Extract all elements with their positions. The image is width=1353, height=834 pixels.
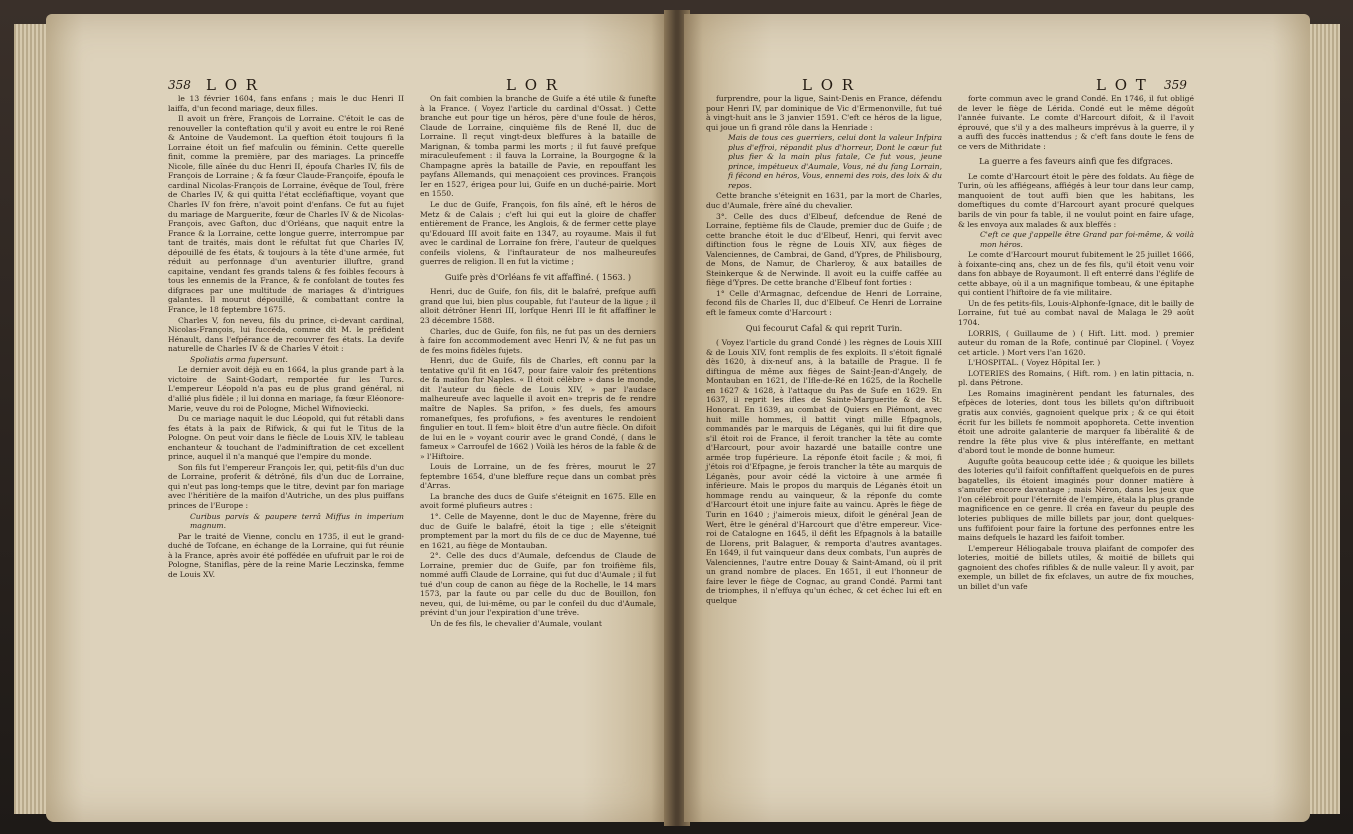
- left-page-edges: [14, 24, 48, 814]
- left-column-1: [168, 94, 404, 580]
- verse-quote: Curibus parvis & paupere terrâ Miffus in imperium magnum.: [190, 511, 404, 531]
- paragraph: Louis de Lorraine, un de fes frères, mourut le 27 feptembre 1654, d'une bleffure reçue dans un combat près d'Arras.: [420, 462, 656, 491]
- paragraph: forte commun avec le grand Condé. En 1746, il fut obligé de lever le fiège de Lérida. Condé eut le même dégoût l'année fuivante. Le comte d'Harcourt difoit, & il l'avoit éprouvé, que s'il y a des malheurs imprévus à la guerre, il y a auffi des fuccès inattendus ; & c'eft fans doute le fens de ce vers de Mithridate :: [958, 94, 1194, 151]
- paragraph: On fait combien la branche de Guife a été utile & funefte à la France. ( Voyez l'article du cardinal d'Ossat. ) Cette branche eut pour tige un héros, père d'une foule de héros, Claude de Lorraine, cinquième fils de René II, duc de Lorraine. Il reçut vingt-deux bleffures à la bataille de Marignan, & tomba parmi les morts ; il fut fauvé prefque miraculeufement : il fauva la Lorraine, la Bourgogne & la Champagne après la bataille de Pavie, en repouffant les payfans Allemands, qui menaçoient ces provinces. François Ier en 1527, érigea pour lui, Guife en un duché-pairie. Mort en 1550.: [420, 94, 656, 199]
- paragraph: Les Romains imaginèrent pendant les faturnales, des efpèces de loteries, dont tous les billets qu'on diftribuoit gratis aux conviés, gagnoient quelque prix ; & ce qui étoit écrit fur les billets fe nommoit apophoreta. Cette invention étoit une adroite galanterie de marquer fa libéralité & de rendre la fête plus vive & plus intéreffante, en mettant d'abord tout le monde de bonne humeur.: [958, 388, 1194, 456]
- paragraph: Charles V, fon neveu, fils du prince, ci-devant cardinal, Nicolas-François, lui fuccéda, comme dit M. le préfident Hénault, dans l'efpérance de recouvrer fes états. La devife naturelle de Charles IV & de Charles V étoit :: [168, 315, 404, 354]
- paragraph: Augufte goûta beaucoup cette idée ; & quoique les billets des loteries qu'il faifoit confiftaffent quelquefois en de pures bagatelles, ils étoient imaginés pour donner matière à s'amufer encore davantage ; mais Néron, dans les jeux que l'on célébroit pour l'éternité de l'empire, étala la plus grande magnificence en ce genre. Il créa en faveur du peuple des loteries publiques de mille billets par jour, dont quelques-uns fuffifoient pour faire la fortune des perfonnes entre les mains defquels le hazard les faifoit tomber.: [958, 456, 1194, 543]
- paragraph: Charles, duc de Guife, fon fils, ne fut pas un des derniers à faire fon accommodement avec Henri IV, & ne fut pas un de fes moins fidèles fujets.: [420, 326, 656, 355]
- left-column-2: [420, 94, 656, 630]
- paragraph: Un de fes fils, le chevalier d'Aumale, voulant: [430, 618, 602, 628]
- right-running-head-1: L O R: [802, 76, 856, 94]
- paragraph: 2°. Celle des ducs d'Aumale, defcendus de Claude de Lorraine, premier duc de Guife, par fon troifième fils, nommé auffi Claude de Lorraine, qui fut duc d'Aumale ; il fut tué d'un coup de canon au fiège de la Rochelle, le 14 mars 1573, par la faute ou par celle du duc de Bouillon, fon neveu, qui, de lui-même, ou par le confeil du duc d'Aumale, prévint d'un jour l'expiration d'une trêve.: [420, 551, 656, 618]
- quoted-line: Qui fecourut Cafal & qui reprit Turin.: [745, 322, 903, 333]
- paragraph: 3°. Celle des ducs d'Elbeuf, defcendue de René de Lorraine, feptième fils de Claude, premier duc de Guife ; de cette branche étoit le duc d'Elbeuf, Henri, qui fervit avec diftinction fous le règne de Louis XIV, aux fièges de Valenciennes, de Cambrai, de Gand, d'Ypres, de Philisbourg, de Mons, de Namur, de Charleroy, & aux batailles de Steinkerque & de Nerwinde. Il avoit eu la cuiffe caffée au fiège d'Ypres. De cette branche d'Elbeuf font forties :: [706, 211, 942, 288]
- left-page-number: 358: [168, 78, 191, 92]
- right-page-edges: [1306, 24, 1340, 814]
- paragraph: 1°. Celle de Mayenne, dont le duc de Mayenne, frère du duc de Guife le balafré, étoit la tige ; elle s'éteignit promptement par la mort du fils de ce duc de Mayenne, tué en 1621, au fiège de Montauban.: [420, 511, 656, 550]
- left-running-head-1: L O R: [206, 76, 260, 94]
- right-page: [684, 14, 1310, 822]
- paragraph: LORRIS, ( Guillaume de ) ( Hift. Litt. mod. ) premier auteur du roman de la Rofe, continué par Clopinel. ( Voyez cet article. ) Mort vers l'an 1620.: [958, 328, 1194, 357]
- paragraph: Le comte d'Harcourt étoit le père des foldats. Au fiège de Turin, où les affiégeans, affiégés à leur tour dans leur camp, manquoient de tout auffi bien que les habitans, les domeftiques du comte d'Harcourt ayant procuré quelques barils de vin pour fa table, il ne voulut point en faire ufage, & les envoya aux malades & aux bleffés :: [958, 171, 1194, 229]
- paragraph: L'empereur Héliogabale trouva plaifant de compofer des loteries, moitié de billets utiles, & moitié de billets qui gagnoient des chofes rifibles & de nulle valeur. Il y avoit, par exemple, un billet de fix efclaves, un autre de fix mouches, un billet d'un vafe: [958, 543, 1194, 591]
- paragraph: Il avoit un frère, François de Lorraine. C'étoit le cas de renouveller la conteftation qu'il y avoit eu entre le roi René & Antoine de Vaudemont. La queftion étoit toujours fi la Lorraine étoit un fief mafculin ou féminin. Cette querelle finit, comme la première, par des mariages. La princeffe Nicole, fille aînée du duc Henri II, époufa Charles IV, fils de François de Lorraine ; & fa fœur Claude-Françoife, époufa le cardinal Nicolas-François de Lorraine, évêque de Toul, frère de Charles IV, & qui quitta l'état eccléfiaftique, voyant que Charles IV fon frère, n'avoit point d'enfans. Ce fut au fujet du mariage de Marguerite, fœur de Charles IV & de Nicolas-François, avec Gafton, duc d'Orléans, que naquit entre la France & la Lorraine, cette longue guerre, interrompue par tant de traités, mais dont le réfultat fut que Charles IV, dépouillé de fes états, & toujours à la tête d'une armée, fut réduit au perfonnage d'un aventurier illuftre, grand capitaine, vendant fes grands talens & fes foibles fecours à tous les ennemis de la France, & fe confolant de toutes fes difgraces par une multitude de mariages & d'intrigues galantes. Il mourut dépouillé, & combattant contre la France, le 18 feptembre 1675.: [168, 114, 404, 315]
- paragraph: La branche des ducs de Guife s'éteignit en 1675. Elle en avoit formé plufieurs autres :: [420, 491, 656, 511]
- right-column-1: [706, 94, 942, 606]
- left-running-head-2: L O R: [506, 76, 560, 94]
- paragraph: Henri, duc de Guife, fon fils, dit le balafré, prefque auffi grand que lui, bien plus coupable, fut l'auteur de la ligue ; il alloit détrôner Henri III, lorfque Henri III le fit affaffiner le 23 décembre 1588.: [420, 287, 656, 326]
- paragraph: Du ce mariage naquit le duc Léopold, qui fut rétabli dans fes états à la paix de Rifwick, & qui fut le Titus de la Pologne. On peut voir dans le fiècle de Louis XIV, le tableau enchanteur & touchant de l'adminiftration de cet excellent prince, auquel il n'a manqué que l'empire du monde.: [168, 414, 404, 462]
- quoted-line: Guife près d'Orléans fe vit affaffiné. ( 1563. ): [444, 271, 632, 282]
- verse-quote: Mais de tous ces guerriers, celui dont la valeur Infpira plus d'effroi, répandit plus d'horreur, Dont le cœur fut plus fier & la main plus fatale, Ce fut vous, jeune prince, impétueux d'Aumale, Vous, né du fang Lorrain, fi fécond en héros, Vous, ennemi des rois, des loix & du repos.: [728, 133, 942, 190]
- verse-quote: Spoliatis arma fupersunt.: [190, 354, 288, 364]
- verse-quote: C'eft ce que j'appelle être Grand par foi-même, & voilà mon héros.: [980, 230, 1194, 249]
- paragraph: ( Voyez l'article du grand Condé ) les règnes de Louis XIII & de Louis XIV, font remplis de fes exploits. Il s'étoit fignalé dès 1620, à dix-neuf ans, à la bataille de Prague. Il fe diftingua de même aux fièges de Saint-Jean-d'Angely, de Montauban en 1621, de l'Ifle-de-Ré en 1625, de la Rochelle en 1627 & 1628, à l'attaque du Pas de Sufe en 1629. En 1637, il reprit les ifles de Sainte-Marguerite & de St. Honorat. En 1639, au combat de Quiers en Piémont, avec huit mille hommes, il battit vingt mille Efpagnols, commandés par le marquis de Léganès, qui lui fit dire que s'il étoit roi de France, il feroit trancher la tête au comte d'Harcourt, pour avoir hazardé une bataille contre une armée trop fupérieure. La réponfe étoit facile ; & moi, fi j'étois roi d'Efpagne, je ferois trancher la tête au marquis de Léganès, pour avoir cédé la victoire à une armée fi inférieure. Mais le propos du marquis de Léganès étoit un hommage rendu au vainqueur, & la réponfe du comte d'Harcourt étoit une injure faite au vaincu. Après le fiège de Turin en 1640 ; j'aimerois mieux, difoit le général Jean de Wert, être le général d'Harcourt que d'être empereur. Vice-roi de Catalogne en 1645, il défit les Efpagnols à la bataille de Llorens, prit Balaguer, & remporta d'autres avantages. En 1649, il fut vainqueur dans deux combats, l'un auprès de Valenciennes, l'autre entre Douay & Saint-Amand, où il prit un grand nombre de places. En 1651, il eut l'honneur de faire lever le fiège de Cognac, au grand Condé. Parmi tant de triomphes, il n'effuya qu'un échec, & cet échec lui eft en quelque: [706, 338, 942, 605]
- paragraph: Henri, duc de Guife, fils de Charles, eft connu par la tentative qu'il fit en 1647, pour faire valoir fes prétentions de fa maifon fur Naples. « Il étoit célèbre » dans le monde, dit l'auteur du fiècle de Louis XIV, » par l'audace malheureufe avec laquelle il avoit en» trepris de fe rendre maître de Naples. Sa prifon, » fes duels, fes amours romanefques, fes profufions, » fes aventures le rendoient fingulier en tout. Il fem» bloit être d'un autre fiècle. On difoit de lui en le » voyant courir avec le grand Condé, ( dans le fameux » Carroufel de 1662 ) Voilà les héros de la fable & de » l'Hiftoire.: [420, 356, 656, 461]
- paragraph: 1° Celle d'Armagnac, defcendue de Henri de Lorraine, fecond fils de Charles II, duc d'Elbeuf. Ce Henri de Lorraine eft le fameux comte d'Harcourt :: [706, 288, 942, 318]
- right-column-2: [958, 94, 1194, 592]
- paragraph: L'HOSPITAL. ( Voyez Hôpital Ier. ): [968, 358, 1101, 368]
- paragraph: furprendre, pour la ligue, Saint-Denis en France, défendu pour Henri IV, par dominique de Vic d'Ermenonville, fut tué à vingt-huit ans le 3 janvier 1591. C'eft ce héros de la ligue, qui joue un fi grand rôle dans la Henriade :: [706, 94, 942, 132]
- paragraph: Le comte d'Harcourt mourut fubitement le 25 juillet 1666, à foixante-cinq ans, chez un de fes fils, qu'il étoit venu voir dans fon abbaye de Royaumont. Il eft enterré dans l'églife de cette abbaye, où il a un magnifique tombeau, & une épitaphe qui contient l'hiftoire de fa vie militaire.: [958, 250, 1194, 298]
- paragraph: LOTERIES des Romains, ( Hift. rom. ) en latin pittacia, n. pl. dans Pétrone.: [958, 368, 1194, 388]
- paragraph: le 13 février 1604, fans enfans ; mais le duc Henri II laiffa, d'un fecond mariage, deux filles.: [168, 94, 404, 113]
- paragraph: Par le traité de Vienne, conclu en 1735, il eut le grand-duché de Tofcane, en échange de la Lorraine, qui fut réunie à la France, après avoir été poffédée en ufufruit par le roi de Pologne, Staniflas, père de la reine Marie Leczinska, femme de Louis XV.: [168, 531, 404, 579]
- paragraph: Le duc de Guife, François, fon fils aîné, eft le héros de Metz & de Calais ; c'eft lui qui eut la gloire de chaffer entièrement de France, les Anglois, & de fermer cette playe qu'Edouard III avoit faite en 1347, au royaume. Mais il fut avec le cardinal de Lorraine fon frère, l'auteur de quelques confeils violens, & l'inftaurateur de nos malheureufes guerres de religion. Il en fut la victime ;: [420, 200, 656, 267]
- right-running-head-2: L O T: [1096, 76, 1148, 94]
- paragraph: Le dernier avoit déjà eu en 1664, la plus grande part à la victoire de Saint-Godart, remportée fur les Turcs. L'empereur Léopold n'a pas eu de plus grand général, ni d'allié plus fidèle ; il lui donna en mariage, fa fœur Eléonore-Marie, veuve du roi de Pologne, Michel Wifnoviecki.: [168, 365, 404, 413]
- paragraph: Son fils fut l'empereur François Ier, qui, petit-fils d'un duc de Lorraine, proferit & détrôné, fils d'un duc de Lorraine, qui n'eut pas long-temps que le titre, devint par fon mariage avec l'héritière de la maifon d'Autriche, un des plus puiffans princes de l'Europe :: [168, 462, 404, 510]
- right-page-number: 359: [1164, 78, 1187, 92]
- paragraph: Un de fes petits-fils, Louis-Alphonfe-Ignace, dit le bailly de Lorraine, fut tué au combat naval de Malaga le 29 août 1704.: [958, 298, 1194, 328]
- left-page: [46, 14, 670, 822]
- quoted-line: La guerre a fes faveurs ainfi que fes difgraces.: [979, 156, 1173, 167]
- paragraph: Cette branche s'éteignit en 1631, par la mort de Charles, duc d'Aumale, frère aîné du chevalier.: [706, 191, 942, 211]
